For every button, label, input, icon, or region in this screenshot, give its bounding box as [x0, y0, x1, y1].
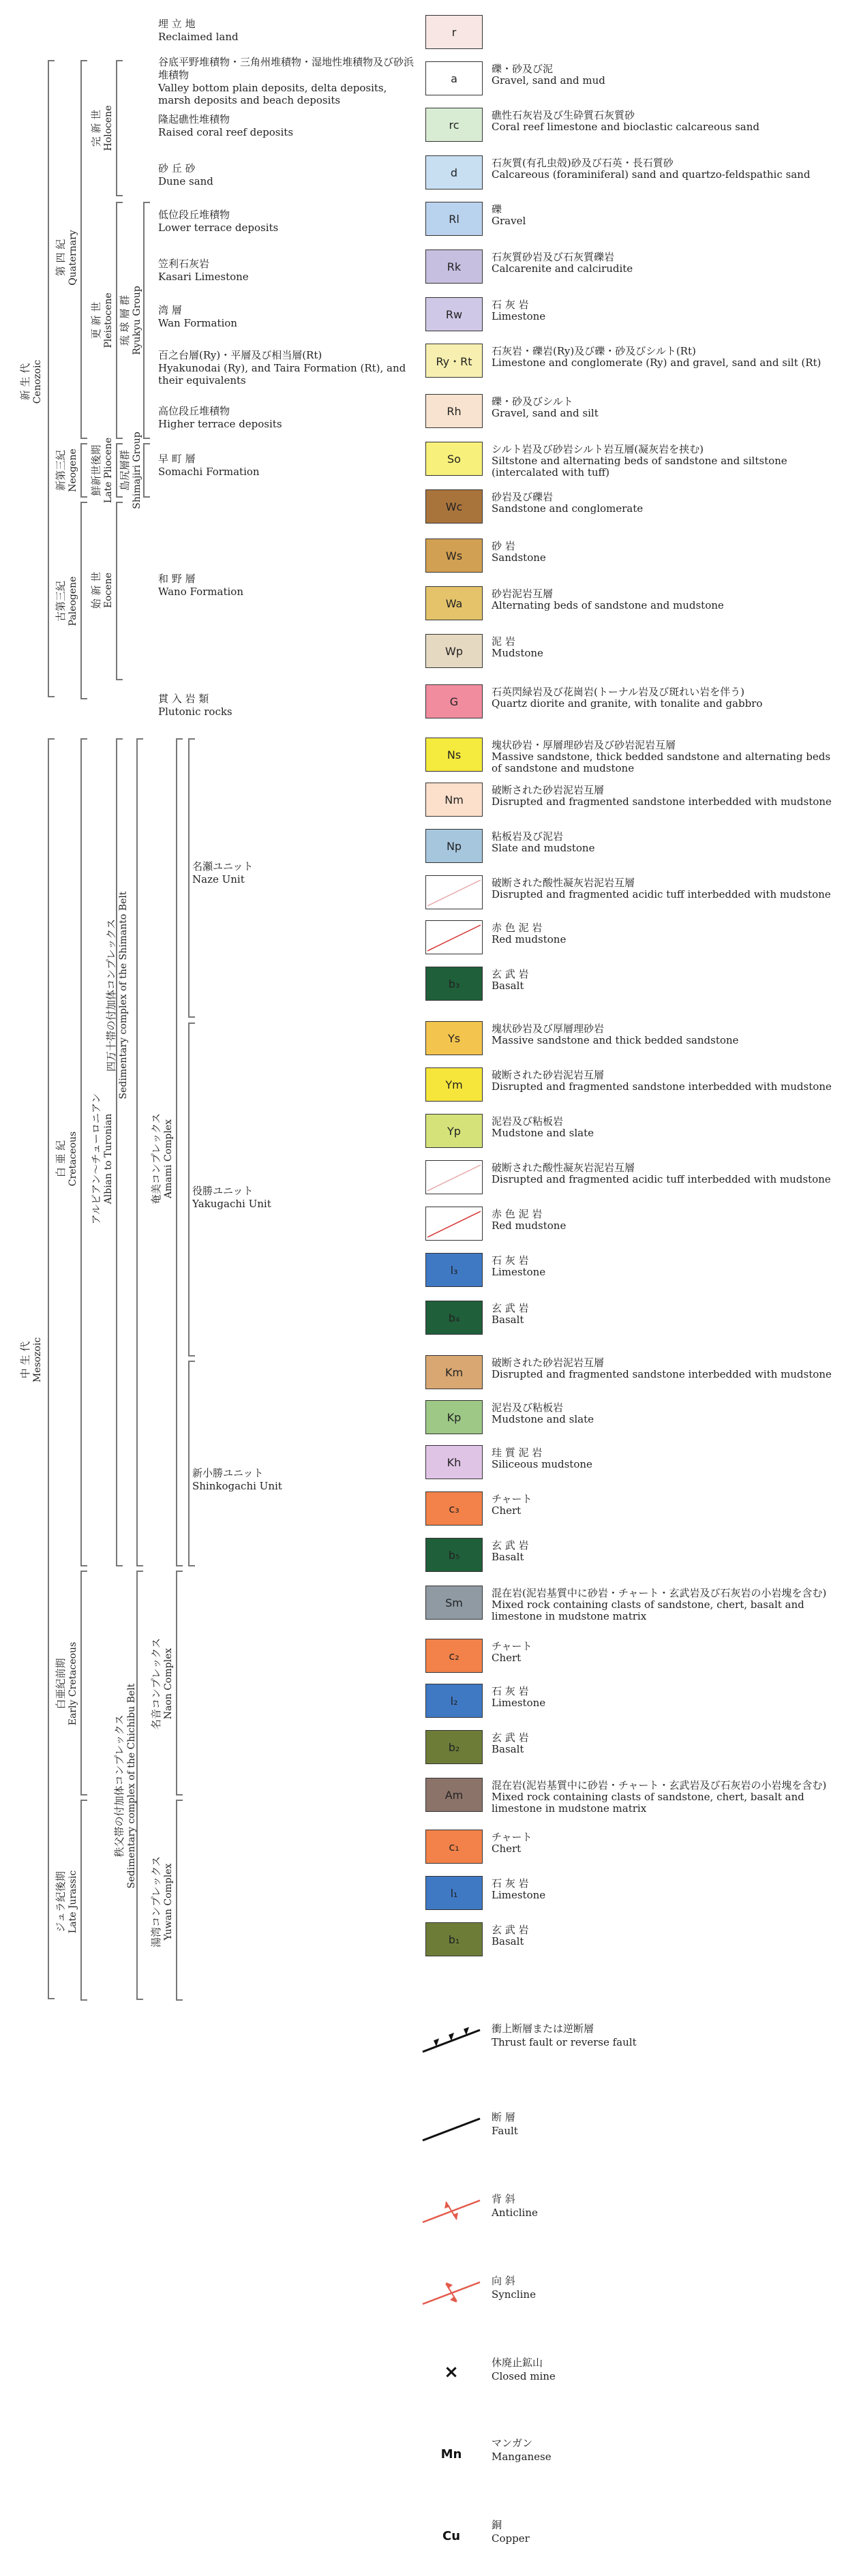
- legend-swatch: [425, 1491, 483, 1526]
- legend-description-jp: 破断された砂岩泥岩互層: [492, 1357, 605, 1369]
- legend-description: [492, 203, 832, 227]
- legend-swatch: [425, 1021, 483, 1055]
- group-shimajiri-bracket: [143, 443, 145, 498]
- legend-code: Rw: [445, 307, 463, 321]
- legend-description: [492, 1401, 832, 1425]
- legend-description-en: Massive sandstone and thick bedded sandstone: [492, 1034, 739, 1046]
- symbol-description-jp: 銅: [492, 2519, 502, 2531]
- legend-swatch: [425, 1639, 483, 1673]
- legend-swatch: [425, 108, 483, 142]
- legend-code: c₂: [449, 1649, 459, 1663]
- period-neogene-bracket: [80, 443, 82, 498]
- symbol-description: [492, 2436, 552, 2464]
- legend-description-en: Quartz diorite and granite, with tonalite and gabbro: [492, 697, 763, 710]
- legend-description-en: Gravel: [492, 215, 526, 227]
- legend-swatch: [425, 1778, 483, 1812]
- symbol-description: [492, 2518, 530, 2545]
- red-mudstone-pattern-icon: [426, 1207, 482, 1240]
- legend-description-en: Mudstone and slate: [492, 1413, 594, 1425]
- legend-code: b₄: [448, 1311, 460, 1324]
- legend-description: [492, 345, 832, 369]
- group-naon-bracket: [176, 1571, 177, 1795]
- legend-description-jp: 玄 武 岩: [492, 1302, 529, 1314]
- symbol-description-jp: 衝上断層または逆断層: [492, 2022, 594, 2035]
- unit-hyakunodai: 百之台層(Ry)・平層及び相当層(Rt) Hyakunodai (Ry), and Taira Formation (Rt), and their equivalents: [158, 349, 406, 387]
- legend-description-jp: 破断された酸性凝灰岩泥岩互層: [492, 1162, 635, 1174]
- legend-code: So: [447, 452, 461, 466]
- group-amami-bracket: [176, 738, 177, 1566]
- legend-description: [492, 968, 832, 992]
- legend-code: Wc: [445, 500, 463, 513]
- legend-description-en: Chert: [492, 1504, 522, 1517]
- legend-code: Kh: [447, 1455, 462, 1469]
- unit-reclaimed: 埋 立 地 Reclaimed land: [158, 18, 239, 43]
- legend-description: [492, 491, 832, 515]
- legend-code: Ws: [445, 549, 463, 562]
- legend-description-en: Gravel, sand and mud: [492, 74, 605, 87]
- legend-description-en: Basalt: [492, 980, 524, 992]
- legend-description-jp: 玄 武 岩: [492, 1924, 529, 1936]
- legend-code: a: [451, 72, 457, 85]
- legend-description-en: Disrupted and fragmented sandstone interbedded with mudstone: [492, 1368, 832, 1380]
- epoch-late-pliocene-bracket: [116, 443, 117, 498]
- symbol-description-jp: 断 層: [492, 2111, 515, 2123]
- legend-description-jp: 玄 武 岩: [492, 1731, 529, 1744]
- legend-description-jp: 石灰質砂岩及び石灰質礫岩: [492, 251, 615, 263]
- legend-code: b₁: [448, 1933, 460, 1946]
- legend-description: [492, 1640, 832, 1664]
- symbol-description: [492, 2110, 518, 2138]
- unit-shinkogachi: 新小勝ユニット Shinkogachi Unit: [192, 1467, 282, 1492]
- legend-description-en: Basalt: [492, 1314, 524, 1326]
- symbol-glyph: Mn: [440, 2447, 462, 2461]
- legend-description: [492, 1069, 832, 1093]
- legend-swatch: [425, 539, 483, 573]
- fault-icon: [417, 2106, 485, 2147]
- legend-description-jp: 破断された砂岩泥岩互層: [492, 1069, 605, 1081]
- legend-swatch: [425, 634, 483, 668]
- legend-description-en: Chert: [492, 1652, 522, 1664]
- legend-code: l₃: [450, 1263, 458, 1277]
- tuff-pattern-icon: [426, 876, 482, 909]
- legend-description-en: Mudstone and slate: [492, 1127, 594, 1139]
- legend-code: Kp: [447, 1410, 462, 1424]
- symbol-description: [492, 2192, 538, 2219]
- symbol-description: [492, 2274, 536, 2301]
- legend-swatch: [425, 15, 483, 49]
- symbol-description-en: Anticline: [492, 2207, 538, 2219]
- legend-description: [492, 1493, 832, 1517]
- legend-description-en: Calcarenite and calcirudite: [492, 262, 633, 275]
- legend-code: Rl: [449, 212, 459, 226]
- legend-description: [492, 739, 832, 774]
- group-ryukyu-bracket: [143, 202, 145, 439]
- legend-code: r: [451, 25, 457, 39]
- legend-swatch: [425, 1445, 483, 1479]
- legend-swatch: [425, 1253, 483, 1287]
- unit-somachi: 早 町 層 Somachi Formation: [158, 453, 260, 478]
- legend-description-jp: 石灰質(有孔虫殻)砂及び石英・長石質砂: [492, 157, 674, 169]
- symbol-description-jp: 休廃止鉱山: [492, 2357, 543, 2369]
- epoch-eocene-bracket: [116, 502, 117, 680]
- legend-description-jp: 破断された砂岩泥岩互層: [492, 784, 605, 796]
- copper-icon: [417, 2514, 485, 2555]
- legend-description-en: Massive sandstone, thick bedded sandstone and alternating beds of sandstone and mudstone: [492, 751, 831, 774]
- legend-description: [492, 784, 832, 808]
- legend-swatch: [425, 1730, 483, 1764]
- legend-code: Ry・Rt: [436, 354, 472, 368]
- unit-wan: 湾 層 Wan Formation: [158, 304, 237, 329]
- legend-description: [492, 1779, 832, 1815]
- legend-description-en: Alternating beds of sandstone and mudstone: [492, 599, 724, 611]
- unit-raised-reef: 隆起礁性堆積物 Raised coral reef deposits: [158, 113, 294, 138]
- legend-description: [492, 686, 832, 710]
- legend-code: c₃: [449, 1502, 459, 1515]
- era-cenozoic-bracket: [48, 60, 49, 697]
- legend-description: [492, 1539, 832, 1563]
- legend-description-jp: 泥岩及び粘板岩: [492, 1401, 564, 1414]
- unit-shinkogachi-bracket: [188, 1361, 190, 1566]
- legend-description-en: Calcareous (foraminiferal) sand and quartzo-feldspathic sand: [492, 168, 811, 181]
- legend-description: [492, 395, 832, 419]
- legend-code: Wa: [445, 596, 463, 610]
- legend-code: Wp: [445, 644, 463, 658]
- legend-description: [492, 830, 832, 854]
- legend-swatch: [425, 1207, 483, 1241]
- legend-swatch: [425, 1114, 483, 1148]
- legend-description-en: Sandstone and conglomerate: [492, 502, 644, 515]
- legend-description: [492, 1208, 832, 1232]
- legend-description-jp: 泥 岩: [492, 635, 515, 648]
- legend-swatch: [425, 61, 483, 95]
- legend-swatch: [425, 297, 483, 331]
- legend-description-en: Red mudstone: [492, 1219, 567, 1232]
- legend-swatch: [425, 1876, 483, 1910]
- legend-code: Ys: [447, 1031, 461, 1045]
- symbol-description: [492, 2356, 556, 2383]
- legend-description-jp: シルト岩及び砂岩シルト岩互層(凝灰岩を挟む): [492, 443, 704, 455]
- epoch-albian-turonian-bracket: [116, 738, 117, 1566]
- legend-description-en: Mudstone: [492, 647, 543, 659]
- legend-description: [492, 540, 832, 564]
- legend-description-jp: 混在岩(泥岩基質中に砂岩・チャート・玄武岩及び石灰岩の小岩塊を含む): [492, 1587, 827, 1599]
- legend-swatch: [425, 1586, 483, 1620]
- legend-description: [492, 635, 832, 659]
- legend-swatch: [425, 684, 483, 718]
- legend-swatch: [425, 586, 483, 620]
- legend-swatch: [425, 155, 483, 190]
- legend-swatch: [425, 829, 483, 863]
- legend-description-jp: 礁性石灰岩及び生砕質石灰質砂: [492, 109, 635, 121]
- epoch-pleistocene-bracket: [116, 202, 117, 439]
- legend-description-en: Coral reef limestone and bioclastic calcareous sand: [492, 121, 760, 133]
- legend-description-jp: 玄 武 岩: [492, 968, 529, 980]
- unit-wano: 和 野 層 Wano Formation: [158, 573, 243, 598]
- legend-code: b₅: [448, 1548, 460, 1562]
- legend-code: Rh: [447, 404, 462, 418]
- legend-description-en: Mixed rock containing clasts of sandstone, chert, basalt and limestone in mudstone matrix: [492, 1598, 804, 1622]
- legend-swatch: [425, 1301, 483, 1335]
- legend-code: Np: [446, 839, 462, 853]
- legend-description-jp: 粘板岩及び泥岩: [492, 830, 564, 843]
- legend-description-jp: 砂 岩: [492, 540, 515, 552]
- legend-description-en: Disrupted and fragmented sandstone interbedded with mudstone: [492, 1080, 832, 1093]
- symbol-description-en: Closed mine: [492, 2370, 556, 2382]
- legend-description-jp: 泥岩及び粘板岩: [492, 1115, 564, 1127]
- legend-description-en: Basalt: [492, 1935, 524, 1948]
- legend-description: [492, 588, 832, 611]
- legend-description-en: Limestone: [492, 1266, 546, 1278]
- legend-swatch: [425, 1830, 483, 1864]
- legend-code: l₁: [450, 1886, 458, 1900]
- legend-description-en: Mixed rock containing clasts of sandstone, chert, basalt and limestone in mudstone matrix: [492, 1791, 804, 1815]
- legend-code: Ns: [447, 748, 462, 761]
- legend-code: rc: [449, 118, 459, 132]
- legend-description-en: Limestone: [492, 1889, 546, 1901]
- unit-plutonic: 貫 入 岩 類 Plutonic rocks: [158, 693, 232, 718]
- syncline-icon: [417, 2270, 485, 2311]
- legend-description: [492, 1587, 832, 1622]
- legend-description: [492, 1302, 832, 1326]
- unit-yakugachi-bracket: [188, 1022, 190, 1357]
- legend-description-en: Disrupted and fragmented acidic tuff interbedded with mudstone: [492, 1173, 831, 1185]
- legend-swatch: [425, 1160, 483, 1194]
- legend-swatch: [425, 1922, 483, 1956]
- legend-swatch: [425, 875, 483, 909]
- legend-description: [492, 877, 832, 900]
- legend-description: [492, 443, 832, 479]
- unit-dune-sand: 砂 丘 砂 Dune sand: [158, 162, 213, 187]
- symbol-description-en: Syncline: [492, 2288, 536, 2301]
- legend-description-jp: チャート: [492, 1831, 532, 1843]
- legend-description-en: Limestone: [492, 1697, 546, 1709]
- legend-code: b₃: [448, 977, 460, 990]
- legend-swatch: [425, 1355, 483, 1389]
- legend-description-jp: 赤 色 泥 岩: [492, 922, 543, 934]
- legend-description-jp: 石英閃緑岩及び花崗岩(トーナル岩及び斑れい岩を伴う): [492, 686, 744, 698]
- period-quaternary-bracket: [80, 60, 82, 439]
- legend-description-jp: 礫・砂及び泥: [492, 63, 554, 75]
- unit-kasari: 笠利石灰岩 Kasari Limestone: [158, 258, 249, 283]
- legend-code: Nm: [444, 793, 464, 806]
- legend-code: Am: [444, 1788, 464, 1802]
- legend-code: l₂: [450, 1694, 458, 1708]
- symbol-description-jp: マンガン: [492, 2437, 533, 2449]
- legend-description-en: Limestone: [492, 310, 546, 322]
- legend-swatch: [425, 249, 483, 284]
- legend-description-jp: 赤 色 泥 岩: [492, 1208, 543, 1220]
- legend-swatch: [425, 1538, 483, 1572]
- legend-description-jp: 塊状砂岩及び厚層理砂岩: [492, 1022, 605, 1035]
- legend-description-jp: 礫・砂及びシルト: [492, 395, 573, 408]
- legend-description-jp: 破断された酸性凝灰岩泥岩互層: [492, 877, 635, 889]
- legend-description-en: Disrupted and fragmented acidic tuff interbedded with mudstone: [492, 888, 831, 900]
- legend-swatch: [425, 783, 483, 817]
- symbol-description-jp: 向 斜: [492, 2275, 515, 2287]
- legend-swatch: [425, 738, 483, 772]
- thrust-fault-icon: [417, 2018, 485, 2059]
- legend-code: d: [450, 166, 458, 179]
- legend-description: [492, 1357, 832, 1380]
- unit-yakugachi: 役勝ユニット Yakugachi Unit: [192, 1185, 271, 1210]
- legend-description-jp: 石 灰 岩: [492, 1685, 529, 1697]
- legend-code: G: [449, 695, 459, 708]
- legend-description: [492, 251, 832, 275]
- legend-swatch: [425, 489, 483, 524]
- tuff-pattern-icon: [426, 1161, 482, 1194]
- symbol-description-en: Thrust fault or reverse fault: [492, 2036, 637, 2048]
- anticline-icon: [417, 2188, 485, 2229]
- legend-code: b₂: [448, 1740, 460, 1754]
- legend-description-jp: 塊状砂岩・厚層理砂岩及び砂岩泥岩互層: [492, 739, 676, 751]
- closed-mine-icon: [417, 2352, 485, 2393]
- legend-code: Yp: [447, 1124, 461, 1138]
- symbol-description-jp: 背 斜: [492, 2193, 515, 2205]
- legend-description-en: Gravel, sand and silt: [492, 407, 599, 419]
- legend-swatch: [425, 344, 483, 378]
- legend-description: [492, 109, 832, 133]
- legend-description-jp: 石 灰 岩: [492, 1877, 529, 1890]
- legend-description-en: Chert: [492, 1843, 522, 1855]
- legend-description: [492, 1022, 832, 1046]
- legend-description: [492, 1924, 832, 1948]
- legend-description-jp: 玄 武 岩: [492, 1539, 529, 1551]
- symbol-description: [492, 2022, 637, 2049]
- period-late-jurassic-bracket: [80, 1800, 82, 2001]
- legend-description-jp: チャート: [492, 1493, 532, 1505]
- legend-description-en: Slate and mudstone: [492, 842, 595, 854]
- legend-description-jp: 混在岩(泥岩基質中に砂岩・チャート・玄武岩及び石灰岩の小岩塊を含む): [492, 1779, 827, 1791]
- legend-description: [492, 1115, 832, 1139]
- legend-code: Ym: [445, 1078, 463, 1091]
- legend-description: [492, 157, 832, 181]
- symbol-glyph: Cu: [442, 2529, 461, 2543]
- legend-description-en: Siliceous mudstone: [492, 1458, 592, 1470]
- legend-swatch: [425, 967, 483, 1001]
- symbol-description-en: Manganese: [492, 2451, 552, 2463]
- symbol-description-en: Fault: [492, 2125, 518, 2137]
- group-yuwan-bracket: [176, 1800, 177, 2001]
- legend-swatch: [425, 920, 483, 954]
- period-paleogene-bracket: [80, 502, 82, 699]
- symbol-glyph: ×: [444, 2362, 459, 2382]
- legend-description-en: Limestone and conglomerate (Ry) and gravel, sand and silt (Rt): [492, 357, 822, 369]
- geologic-legend: 新 生 代 Cenozoic 中 生 代 Mesozoic 第 四 紀 Quaternary 新第三紀 Neogene 古第三紀 Paleogene 白 亜 紀 Cretaceous 白亜紀前期 Early Cretaceous ジュラ紀後期 Late Jurassic 完 新 世 Holocene 更 新 世 Pleistocene 鮮新世後期 Late Pliocene 始 新 世 Eocene アルビアン〜チューロニアン Albian to Turonian 琉 球 層 群 Ryukyu Group 島尻層群 Shimajiri Group 四万十帯の付加体コンプレックス Sedimentary complex of the Shimanto Belt 奄美コンプレックス Amami Complex 秩父帯の付加体コンプレックス Sedimentary complex of the Chichibu Belt 名音コンプレックス Naon Complex 湯湾コンプレックス Yuwan Complex 埋 立 地 Reclaimed land 谷底平野堆積物・三角州堆積物・湿地性堆積物及び砂浜堆積物 Valley bottom plain deposits, delta deposits, marsh deposits and beach deposits 隆起礁性堆積物 Raised coral reef deposits 砂 丘 砂 Dune sand 低位段丘堆積物 Lower terrace deposits 笠利石灰岩 Kasari Limestone 湾 層 Wan Formation 百之台層(Ry)・平層及び相当層(Rt) Hyakunodai (Ry), and Taira Formation (Rt), and their equivalents 高位段丘堆積物 Higher terrace deposits 早 町 層 Somachi Formation 和 野 層 Wano Formation 貫 入 岩 類 Plutonic rocks 名瀬ユニット Naze Unit 役勝ユニット Yakugachi Unit 新小勝ユニット Shinkogachi Unit r a 礫・砂及び泥 Gravel, sand and mud rc 礁性石灰岩及び生砕質石灰質砂 Coral reef limestone and bioclastic calcareous sand d 石灰質(有孔虫殻)砂及び石英・長石質砂 Calcareous (foraminiferal) sand and quartzo-feldspathic sand Rl 礫 Gravel Rk 石灰質砂岩及び石灰質礫岩 Calcarenite and calcirudite Rw 石 灰 岩 Limestone Ry・Rt 石灰岩・礫岩(Ry)及び礫・砂及びシルト(Rt) Limestone and conglomerate (Ry) and gravel, sand and silt (Rt) Rh 礫・砂及びシルト Gravel, sand and silt So シルト岩及び砂岩シルト岩互層(凝灰岩を挟む) Siltstone and alternating beds of sandstone and siltstone (intercalated with tuff) Wc 砂岩及び礫岩 Sandstone and conglomerate Ws 砂 岩 Sandstone Wa 砂岩泥岩互層 Alternating beds of sandstone and mudstone Wp 泥 岩 Mudstone G 石英閃緑岩及び花崗岩(トーナル岩及び斑れい岩を伴う) Quartz diorite and granite, with tonalite and gabbro Ns 塊状砂岩・厚層理砂岩及び砂岩泥岩互層 Massive sandstone, thick bedded sandstone and alternating beds of sandstone and mudstone Nm 破断された砂岩泥岩互層 Disrupted and fragmented sandstone interbedded with mudstone Np 粘板岩及び泥岩 Slate and mudstone 破断された酸性凝灰岩泥岩互層 Disrupted and fragmented acidic tuff interbedded with mudstone 赤 色 泥 岩 Red mudstone b₃ 玄 武 岩 Basalt Ys 塊状砂岩及び厚層理砂岩 Massive sandstone and thick bedded sandstone Ym 破断された砂岩泥岩互層 Disrupted and fragmented sandstone interbedded with mudstone Yp 泥岩及び粘板岩 Mudstone and slate 破断された酸性凝灰岩泥岩互層 Disrupted and fragmented acidic tuff interbedded with mudstone 赤 色 泥 岩 Red mudstone l₃ 石 灰 岩 Limestone b₄ 玄 武 岩 Basalt Km 破断された砂岩泥岩互層 Disrupted and fragmented sandstone interbedded with mudstone Kp 泥岩及び粘板岩 Mudstone and slate Kh 珪 質 泥 岩 Siliceous mudstone c₃ チャート Chert b₅ 玄 武 岩 Basalt Sm 混在岩(泥岩基質中に砂岩・チャート・玄武岩及び石灰岩の小岩塊を含む) Mixed rock containing clasts of sandstone, chert, basalt and limestone in mudstone matrix c₂ チャート Chert l₂ 石 灰 岩 Limestone b₂ 玄 武 岩 Basalt Am 混在岩(泥岩基質中に砂岩・チャート・玄武岩及び石灰岩の小岩塊を含む) Mixed rock containing clasts of sandstone, chert, basalt and limestone in mudstone matrix c₁ チャート Chert l₁ 石 灰 岩 Limestone b₁ 玄 武 岩 Basalt 衝上断層または逆断層 Thrust fault or reverse fault 断 層 Fault 背 斜 Anticline 向 斜 Syncline × 休廃止鉱山 Closed mine Mn マンガン Manganese Cu 銅 Copper: [0, 0, 844, 2576]
- legend-description-jp: 石 灰 岩: [492, 299, 529, 311]
- legend-description: [492, 1162, 832, 1185]
- legend-description: [492, 1877, 832, 1901]
- legend-description-en: Basalt: [492, 1743, 524, 1755]
- manganese-icon: [417, 2432, 485, 2473]
- unit-naze-bracket: [188, 738, 190, 1018]
- legend-description-jp: 珪 質 泥 岩: [492, 1446, 543, 1459]
- legend-swatch: [425, 202, 483, 236]
- legend-description-en: Red mudstone: [492, 933, 567, 945]
- legend-description-en: Siltstone and alternating beds of sandstone and siltstone (intercalated with tuff): [492, 455, 787, 479]
- legend-code: c₁: [449, 1840, 459, 1853]
- legend-code: Sm: [445, 1596, 463, 1609]
- legend-swatch: [425, 442, 483, 476]
- period-cretaceous-bracket: [80, 738, 82, 1566]
- legend-description: [492, 1254, 832, 1278]
- legend-description-en: Sandstone: [492, 551, 546, 564]
- legend-description: [492, 1831, 832, 1855]
- era-mesozoic-bracket: [48, 738, 49, 1999]
- legend-code: Rk: [447, 260, 462, 273]
- unit-higher-terrace: 高位段丘堆積物 Higher terrace deposits: [158, 405, 282, 430]
- legend-description-jp: チャート: [492, 1640, 532, 1652]
- unit-valley-deposits: 谷底平野堆積物・三角州堆積物・湿地性堆積物及び砂浜堆積物 Valley bottom plain deposits, delta deposits, marsh deposits and beach deposits: [158, 56, 415, 106]
- legend-swatch: [425, 394, 483, 428]
- legend-description-jp: 砂岩及び礫岩: [492, 491, 554, 503]
- legend-description-jp: 砂岩泥岩互層: [492, 588, 554, 600]
- legend-description-en: Disrupted and fragmented sandstone interbedded with mudstone: [492, 795, 832, 808]
- legend-swatch: [425, 1684, 483, 1718]
- legend-description-jp: 礫: [492, 203, 502, 215]
- unit-naze: 名瀬ユニット Naze Unit: [192, 860, 254, 885]
- legend-description: [492, 299, 832, 322]
- legend-swatch: [425, 1067, 483, 1102]
- unit-lower-terrace: 低位段丘堆積物 Lower terrace deposits: [158, 209, 279, 234]
- legend-description-jp: 石灰岩・礫岩(Ry)及び礫・砂及びシルト(Rt): [492, 345, 696, 357]
- epoch-holocene-bracket: [116, 60, 117, 196]
- legend-description: [492, 1685, 832, 1709]
- red-mudstone-pattern-icon: [426, 921, 482, 954]
- legend-description-en: Basalt: [492, 1551, 524, 1563]
- legend-description-jp: 石 灰 岩: [492, 1254, 529, 1267]
- period-early-cretaceous-bracket: [80, 1571, 82, 1795]
- legend-code: Km: [444, 1365, 464, 1379]
- legend-description: [492, 1446, 832, 1470]
- symbol-description-en: Copper: [492, 2532, 530, 2545]
- legend-swatch: [425, 1400, 483, 1434]
- legend-description: [492, 1731, 832, 1755]
- legend-description: [492, 922, 832, 945]
- legend-description: [492, 63, 832, 87]
